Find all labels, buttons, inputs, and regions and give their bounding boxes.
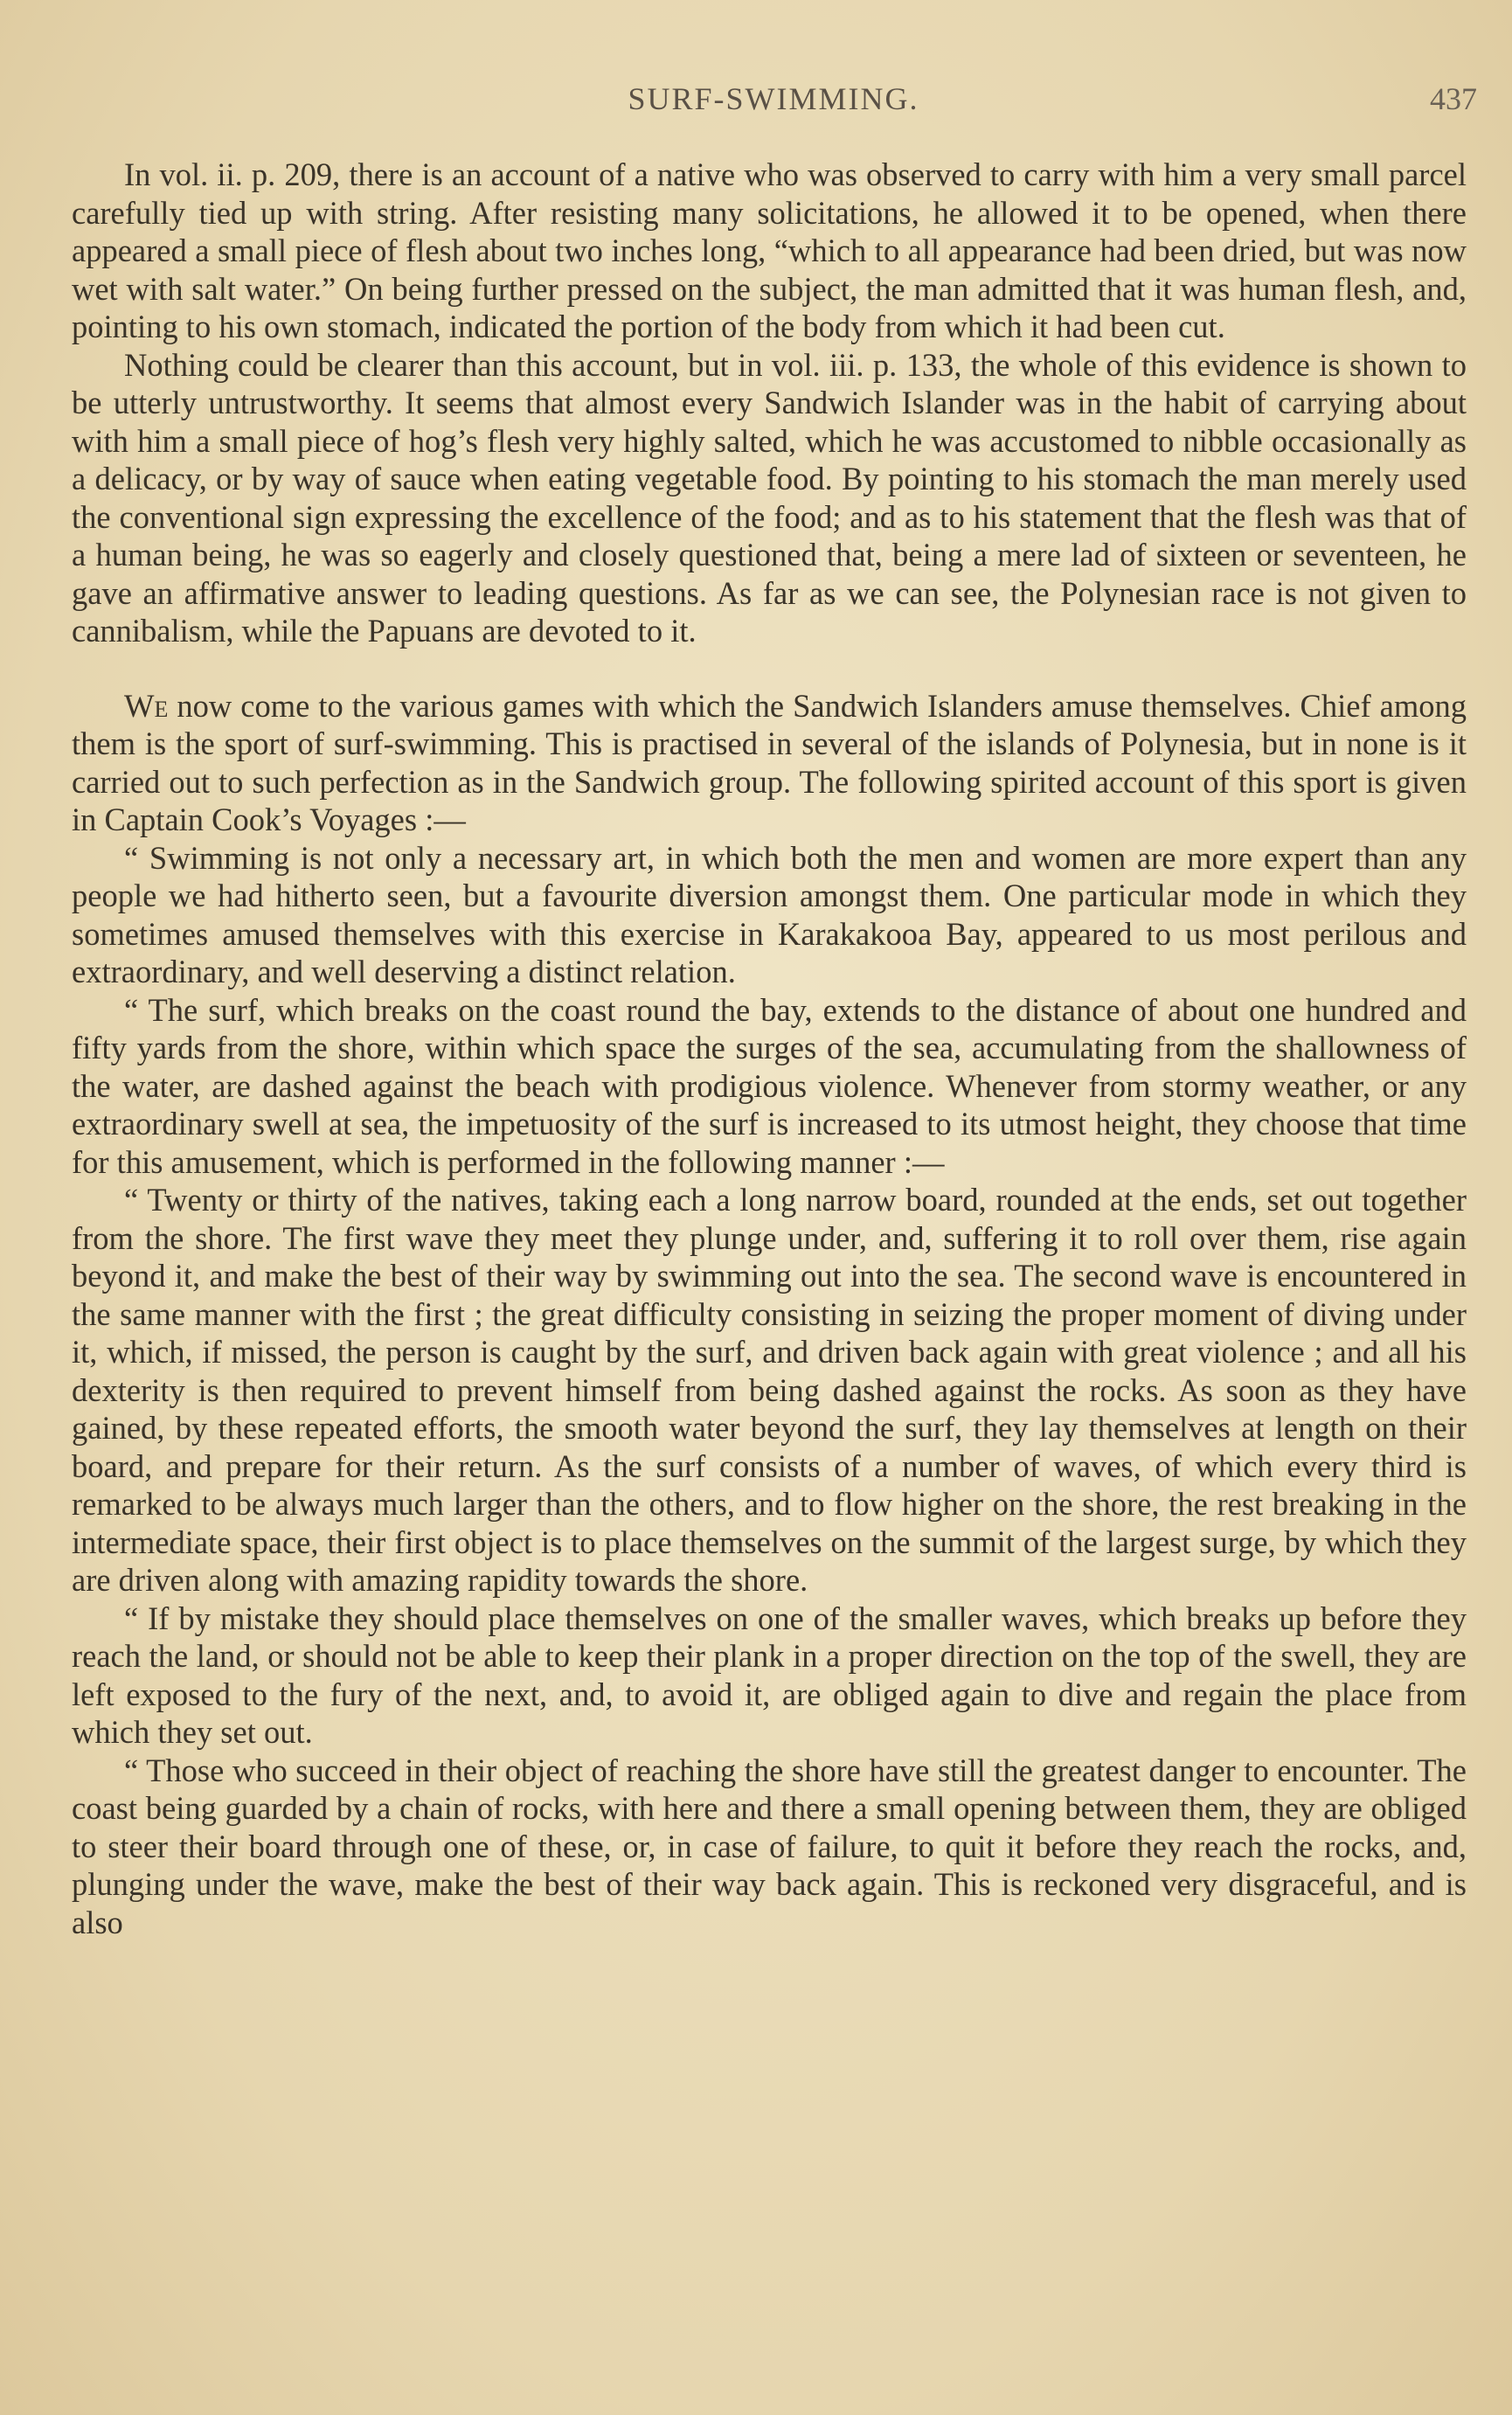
running-head: [70, 80, 1477, 124]
body-text: [72, 156, 1467, 1941]
small-caps-lead: We: [124, 687, 169, 724]
paragraph: “ The surf, which breaks on the coast round the bay, extends to the distance of about one hundred and fifty yards from the shore, within which space the surges of the sea, accumulating from the shallowness of the water, are dashed against the beach with prodigious violence. Whenever from stormy weather, or any extraordinary swell at sea, the impetuosity of the surf is increased to its utmost height, they choose that time for this amusement, which is performed in the following manner :—: [72, 991, 1467, 1180]
paragraph: In vol. ii. p. 209, there is an account of a native who was observed to carry with him a very small parcel carefully tied up with string. After resisting many solicitations, he allowed it to be opened, when there appeared a small piece of flesh about two inches long, “which to all appearance had been dried, but was now wet with salt water.” On being further pressed on the subject, the man admitted that it was human flesh, and, pointing to his own stomach, indicated the portion of the body from which it had been cut.: [72, 156, 1467, 344]
page-number: 437: [1430, 81, 1477, 116]
running-title: SURF-SWIMMING.: [628, 81, 919, 116]
paragraph: “ Those who succeed in their object of reaching the shore have still the greatest danger to encounter. The coast being guarded by a chain of rocks, with here and there a small opening between them, they are obliged to steer their board through one of these, or, in case of failure, to quit it before they reach the rocks, and, plunging under the wave, make the best of their way back again. This is reckoned very disgraceful, and is also: [72, 1752, 1467, 1940]
section-start-paragraph: We now come to the various games with which the Sandwich Islanders amuse themselves. Chief among them is the sport of surf-swimming. This is practised in several of the islands of Polynesia, but in none is it carried out to such perfection as in the Sandwich group. The following spirited account of this sport is given in Captain Cook’s Voyages :—: [72, 687, 1467, 837]
paragraph: Nothing could be clearer than this account, but in vol. iii. p. 133, the whole of this evidence is shown to be utterly untrustworthy. It seems that almost every Sandwich Islander was in the habit of carrying about with him a small piece of hog’s flesh very highly salted, which he was accustomed to nibble occasionally as a delicacy, or by way of sauce when eating vegetable food. By pointing to his stomach the man merely used the conventional sign expressing the excellence of the food; and as to his statement that the flesh was that of a human being, he was so eagerly and closely questioned that, being a mere lad of sixteen or seventeen, he gave an affirmative answer to leading questions. As far as we can see, the Polynesian race is not given to cannibalism, while the Papuans are devoted to it.: [72, 346, 1467, 649]
paragraph: “ If by mistake they should place themselves on one of the smaller waves, which breaks up before they reach the land, or should not be able to keep their plank in a proper direction on the top of the swell, they are left exposed to the fury of the next, and, to avoid it, are obliged again to dive and regain the place from which they set out.: [72, 1600, 1467, 1750]
paragraph: “ Swimming is not only a necessary art, in which both the men and women are more expert than any people we had hitherto seen, but a favourite diversion amongst them. One particular mode in which they sometimes amused themselves with this exercise in Karakakooa Bay, appeared to us most perilous and extraordinary, and well deserving a distinct relation.: [72, 839, 1467, 989]
paragraph: “ Twenty or thirty of the natives, taking each a long narrow board, rounded at the ends, set out together from the shore. The first wave they meet they plunge under, and, suffering it to roll over them, rise again beyond it, and make the best of their way by swimming out into the sea. The second wave is encountered in the same manner with the first ; the great difficulty consisting in seizing the proper moment of diving under it, which, if missed, the person is caught by the surf, and driven back again with great violence ; and all his dexterity is then required to prevent himself from being dashed against the rocks. As soon as they have gained, by these repeated efforts, the smooth water beyond the surf, they lay themselves at length on their board, and prepare for their return. As the surf consists of a number of waves, of which every third is remarked to be always much larger than the others, and to flow higher on the shore, the rest breaking in the intermediate space, their first object is to place themselves on the summit of the largest surge, by which they are driven along with amazing rapidity towards the shore.: [72, 1182, 1467, 1598]
